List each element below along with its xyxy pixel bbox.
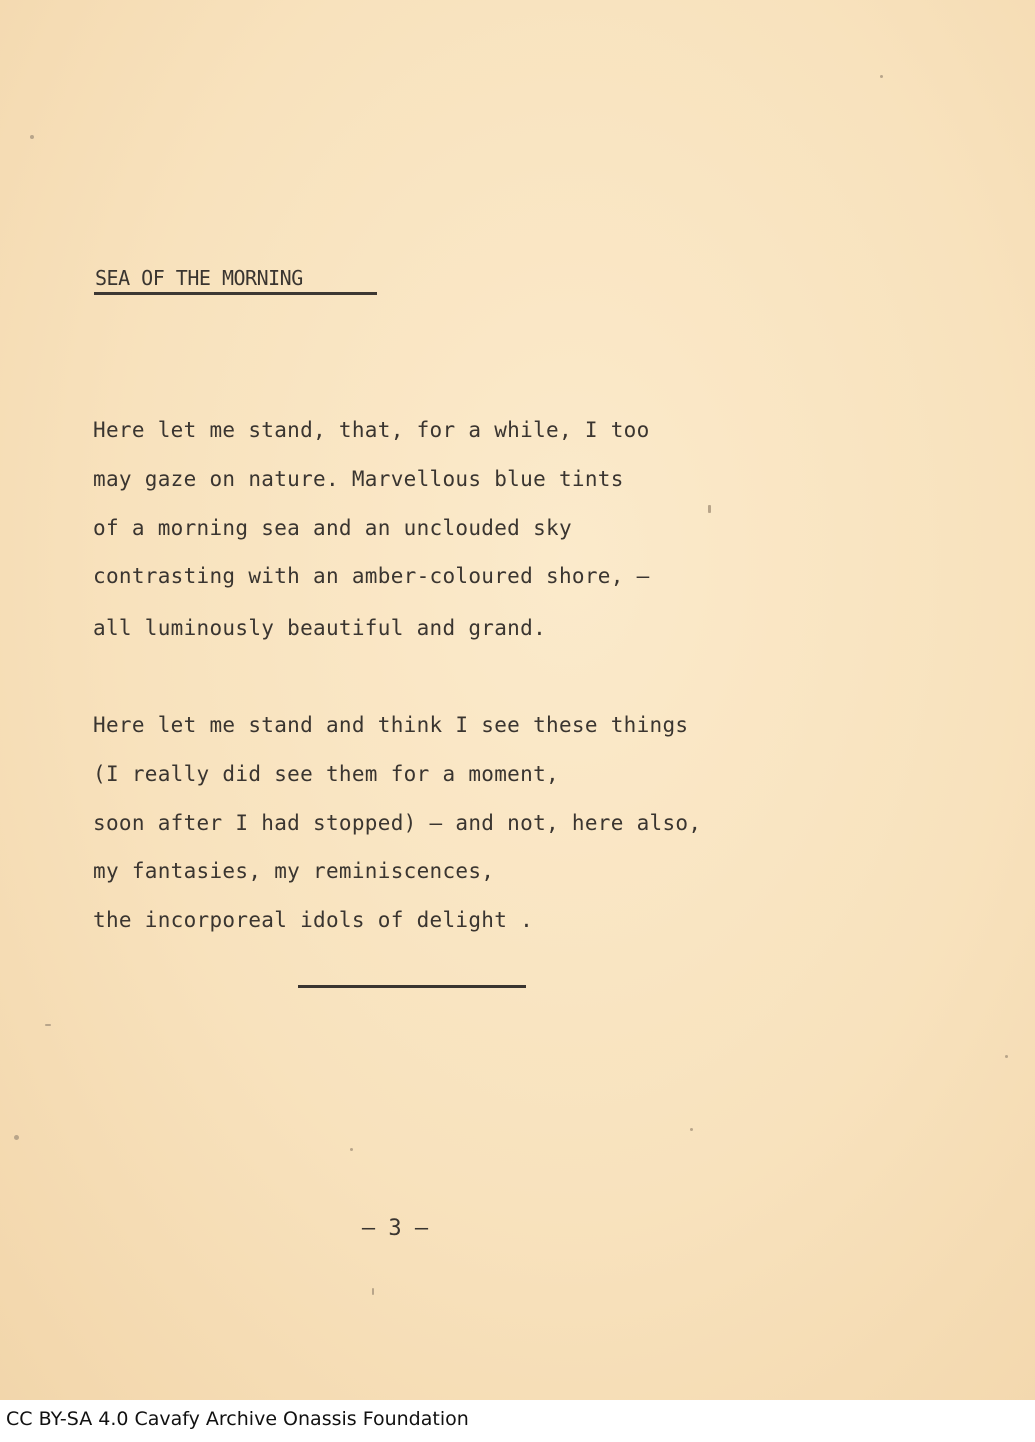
paper-speck [690, 1128, 693, 1131]
poem-line: may gaze on nature. Marvellous blue tints [93, 467, 624, 491]
page-number: — 3 — [361, 1216, 429, 1241]
poem-line: Here let me stand, that, for a while, I too [93, 418, 650, 442]
license-footer [0, 1400, 1035, 1442]
paper-speck [372, 1288, 374, 1295]
paper-speck [45, 1024, 51, 1026]
poem-title: SEA OF THE MORNING [95, 266, 303, 290]
license-credit: CC BY-SA 4.0 Cavafy Archive Onassis Foundation [6, 1408, 469, 1430]
poem-line: of a morning sea and an unclouded sky [93, 516, 572, 540]
poem-line: the incorporeal idols of delight . [93, 908, 534, 932]
poem-line: soon after I had stopped) — and not, here also, [93, 811, 702, 835]
paper-speck [708, 505, 711, 513]
title-underline [94, 292, 377, 295]
section-divider [298, 985, 526, 988]
paper-speck [880, 75, 883, 78]
poem-line: contrasting with an amber-coloured shore, — [93, 564, 650, 588]
paper-speck [350, 1148, 353, 1151]
paper-speck [14, 1135, 19, 1140]
paper-speck [30, 135, 34, 139]
poem-line: (I really did see them for a moment, [93, 762, 559, 786]
poem-line: Here let me stand and think I see these things [93, 713, 689, 737]
paper-speck [1005, 1055, 1008, 1058]
poem-line: all luminously beautiful and grand. [93, 616, 547, 640]
poem-line: my fantasies, my reminiscences, [93, 859, 495, 883]
